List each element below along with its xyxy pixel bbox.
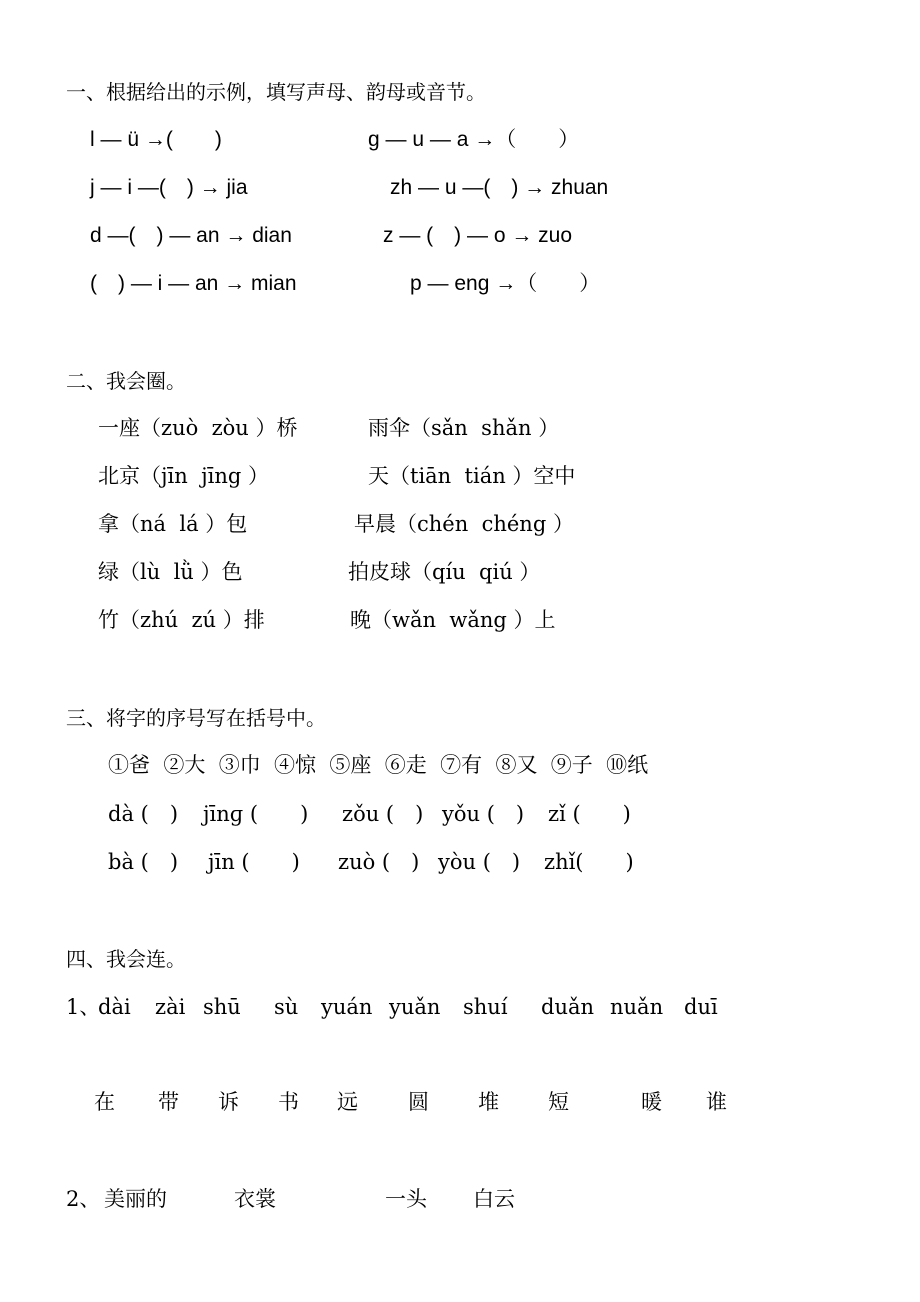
s4-char-item: 诉 [218,1090,239,1114]
s4-pinyin-item: shuí [463,995,508,1019]
section-3-heading: 三、将字的序号写在括号中。 [66,706,326,730]
s3-row1-item: zǐ ( ) [548,802,631,826]
s4-char-item: 圆 [408,1090,429,1114]
s1-row1-left: l — ü →( ) [90,128,222,151]
s3-row2-item: yòu ( ) [438,850,521,874]
s2-row3-left: 拿（ná lá ）包 [98,512,248,536]
s2-row4-right: 拍皮球（qíu qiú ） [348,560,541,584]
s4-pinyin-item: shū [203,995,241,1019]
s3-row2-item: zuò ( ) [338,850,420,874]
section-2-heading: 二、我会圈。 [66,369,186,393]
s4-char-item: 书 [278,1090,299,1114]
s2-row2-right: 天（tiān tián ）空中 [368,464,576,488]
s3-row2-item: bà ( ) [108,850,179,874]
s3-row2-item: zhǐ( ) [544,850,634,874]
s4-pinyin-item: zài [155,995,186,1019]
s2-row1-right: 雨伞（sǎn shǎn ） [368,416,560,440]
s4-pinyin-item: sù [274,995,299,1019]
s2-row4-left: 绿（lù lǜ ）色 [98,560,243,584]
s2-row3-right: 早晨（chén chéng ） [354,512,574,536]
s4-char-item: 在 [94,1090,115,1114]
s4-char-item: 暖 [641,1090,662,1114]
s1-row4-right: p — eng →（ ） [410,272,601,295]
s3-row1-item: yǒu ( ) [442,802,525,826]
s4-char-item: 短 [548,1090,569,1114]
s2-row1-left: 一座（zuò zòu ）桥 [98,416,298,440]
s4-pinyin-item: dài [98,995,131,1019]
s1-row3-right: z — ( ) — o → zuo [383,224,573,247]
s2-row5-left: 竹（zhú zú ）排 [98,608,265,632]
s1-row4-left: ( ) — i — an → mian [90,272,297,295]
s2-row2-left: 北京（jīn jīng ） [98,464,269,488]
s1-row1-right: g — u — a →（ ） [368,128,580,151]
s4-q2-item: 美丽的 [104,1187,167,1211]
s4-char-item: 谁 [706,1090,727,1114]
s2-row5-right: 晚（wǎn wǎng ）上 [350,608,556,632]
section-4-heading: 四、我会连。 [66,947,186,971]
s4-char-item: 堆 [478,1090,499,1114]
s3-row1-item: jīnɡ ( ) [203,802,309,826]
s4-char-item: 带 [158,1090,179,1114]
s4-q1-label: 1、 [66,995,101,1019]
s4-q2-label: 2、 [66,1187,101,1211]
s3-row1-item: dà ( ) [108,802,179,826]
s4-pinyin-item: yuán [321,995,373,1019]
s4-q2-item: 白云 [473,1187,515,1211]
s3-row1-item: zǒu ( ) [342,802,424,826]
s4-pinyin-item: yuǎn [389,995,441,1019]
s3-row2-item: jīn ( ) [208,850,300,874]
s1-row2-left: j — i —( ) → jia [90,176,248,199]
s4-pinyin-item: duǎn [541,995,595,1019]
s4-char-item: 远 [337,1090,358,1114]
s4-q2-item: 一头 [385,1187,427,1211]
s1-row3-left: d —( ) — an → dian [90,224,292,247]
s4-pinyin-item: duī [684,995,718,1019]
s4-pinyin-item: nuǎn [610,995,664,1019]
s1-row2-right: zh — u —( ) → zhuan [390,176,609,199]
s3-character-options: ①爸 ②大 ③巾 ④惊 ⑤座 ⑥走 ⑦有 ⑧又 ⑨子 ⑩纸 [108,753,649,777]
s4-q2-item: 衣裳 [234,1187,276,1211]
section-1-heading: 一、根据给出的示例，填写声母、韵母或音节。 [66,80,486,104]
